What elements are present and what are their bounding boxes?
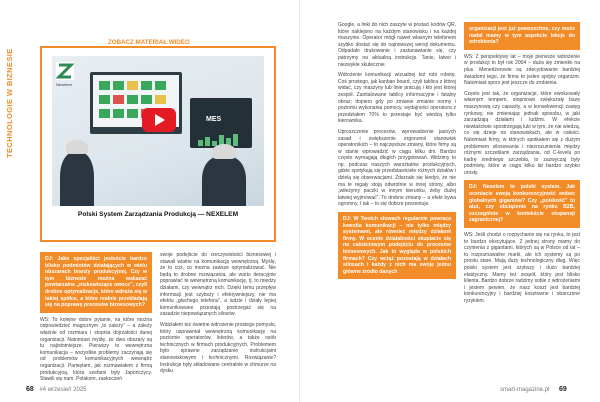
page-number: 68 — [26, 386, 34, 393]
mes-screen-graphic — [190, 98, 252, 148]
video-caption: Polski System Zarządzania Produkcją — NEXELEM — [77, 211, 239, 218]
play-button[interactable] — [142, 108, 176, 132]
section-tab — [5, 18, 17, 158]
left-column-2 — [160, 252, 276, 379]
answer-paragraph-5: Często jest tak, że organizacje, które ewoluowały własnym tempem, stopniowo zwiększały bazę maszynową czy capacity, a w konsekwencji zasięg rynkowy, nie zmieniając jednak sposobu, w jaki zarządzają działami i ludźmi. W efekcie niewłaściwie spostrzegają luki w tym, że nie wiedzą, co się dzieje na stanowiskach, ale w całości. Natomiast firmy, w których spotkałem się z dużym problemem silosowania i niezrozumienia między różnymi szczeblami zarządzania, od C-levelu po kadrę średniego szczebla, to zazwyczaj były podmioty, które w ciągu kilku lat bardzo szybko urosły. — [464, 90, 580, 176]
answer-paragraph-6: WS: Jeśli chodzi o rozpychanie się na rynku, to jest to bardzo ekscytujące. Z jednej strony mamy do czynienia z gigantami, których są w Polsce od lat – to rozpoznawalne marki, ale ich systemy są po prostu stare. Mają duży technologiczny dług. Więc polski system jest szybszy i dużo bardziej elastyczny. Mamy też zespół, który jest blisko klienta. Bardzo dobrze radzimy sobie z wdrożeniami i jestem pewien, że nasz koszt jest bardziej konkurencyjny i bardziej kosztowne i obarczone ryzykiem. — [464, 232, 580, 304]
section-label: TECHNOLOGIE W BIZNESIE — [5, 48, 14, 158]
question-box-1: DJ: Jako specjaliści jesteście bardzo blisko podmiotów działających w wielu obszarach branży produkcyjnej. Czy w tym biznesie można wskazać powtarzalne „niskowiszące owoce”, czyli drobne optymalizacje, które wdraża się w takiej spółce, a które realnie przekładają się na poprawę procesów biznesowych? — [40, 252, 152, 313]
right-column-1 — [338, 22, 456, 283]
answer-paragraph-3: Widziałem też świetne wdrożenie prostego pomysłu, który usprawniał wewnętrzną komunikację na poziomie operatorów, liderów, a także osób technicznych w firmach produkcyjnych. Problemem było sprawne zarządzanie instrukcjami stanowiskowymi i technicznymi. Rozwiązanie? Instrukcje były składowane centralnie w chmurze na dysku — [160, 321, 276, 375]
body-paragraph-3: Uproszczenie procesów, wprowadzenie jasnych zasad i zwiększenie ergonomii stanowisk operatorskich – to najczęstsze zmiany, które firmy są w stanie wprowadzić w ciągu kilku dni. Bardzo często wymagają długich przygotowań. Widzimy to np. podczas naszych warsztatów produkcyjnych, gdzie spotykają się przedstawiciele różnych działów i dzielą się obserwacjami. Zdarzało się kiedyś, że nie ma te regały stoją odwrotnie w innej strony, albo „wiłeżymy paczki w innym kierunku, żeby dużej łatwiej wyjmować”. To drobne zmiany – a efekt bywa ogromny. I tak – to się dobrze prezentuje. — [338, 128, 456, 208]
nexelem-logo-icon — [56, 62, 82, 88]
left-column-1 — [40, 252, 152, 387]
mes-text: MES — [206, 116, 222, 123]
right-footer — [500, 386, 567, 393]
site-label[interactable]: smart-magazine.pl — [500, 387, 550, 393]
video-label: ZOBACZ MATERIAŁ WIDEO — [104, 39, 194, 46]
left-footer — [26, 386, 87, 393]
worker-figure-1 — [60, 152, 94, 206]
answer-paragraph-4: WS: Z perspektywy lat – moje pierwsze wdrożenie w produkcji to był rok 2004 – duża się zmieniło na plus. Menedżerowie są zdecydowanie bardziej świadomi tego, że firma to jeden spójny organizm. Natomiast sporo jest jeszcze do zrobienia. — [464, 53, 580, 87]
question-box-3: organizacji jest już powszechne, czy może nadal mamy w tym aspekcie lekcje do odrobienia? — [464, 22, 580, 50]
answer-paragraph-1: WS: To kolejne dobre pytanie, na które można odpowiedzieć magicznym „to zależy” – a zależy właśnie od rozmiaru i stopnia dojrzałości danej organizacji. Natomiast myślę, że dwa obszary są tu najistotniejsze. Pierwszy to wewnętrzna komunikacja – wszystkie problemy zaczynają się od problemów komunikacyjnych wewnątrz organizacji. Pamiętam, jak rozmawiałem z firmą produkcyjną, która szefami były Japończycy. Stawili się nam. Polakom, zaskoczeń — [40, 316, 152, 383]
right-column-2 — [464, 22, 580, 309]
page-number: 69 — [559, 386, 567, 393]
screen-bars-icon — [198, 128, 244, 140]
video-thumbnail[interactable] — [52, 56, 264, 206]
body-paragraph-1: Google, a linki do nich zaszyte w postaci kodów QR, które naklejono na każdym stanowisku i na każdej maszynie. Operator mógł nawet własnym telefonem szybko dostać się do najnowszej wersji dokumentu. Odpadało drukowanie i zastanawianie się, czy patrzymy na aktualną instrukcję. Tanio, łatwo i niezwykle skutecznie. — [338, 22, 456, 68]
worker-figure-2 — [202, 156, 246, 206]
logo-text: Nexelem — [56, 82, 72, 87]
question-box-2: DJ: W Twoich słowach regularnie powraca kwestia komunikacji – nie tylko między systemami, ale również między działami firmy. W ocenie działalności skupiacie się na całościowym podejściu do procesów biznesowych. Jak to wygląda w polskich firmach? Czy wciąż pozostają w działach silosach i każdy z nich ma swoje jedno główne źródło danych — [338, 212, 456, 279]
body-paragraph-2: Wdrożenie komunikacji wizualnej też robi robotę. Coś prostego, jak kanban board, czyli tablica z której widać, czy maszyny lub linie pracują i kto jest której zespół. Zaintalowane tablicy informacyjne i fatalny obraz; dopiero gdy po zmianie zmianie normy i poziomu wykonania pomocy, wydajności operatora z przedziałem 70% to przestaje być wiedzą tylko kierownika. — [338, 72, 456, 125]
right-page — [300, 0, 600, 402]
issue-label: #4 wrzesień 2025 — [39, 387, 87, 393]
helmet-icon — [66, 140, 88, 154]
answer-paragraph-2: swoje podejście do rzeczywistości biznesowej i stawali wiatrie na komunikację wewnętrzną. Myślę, że to coś, co można zawsze optymalizować. Nie będą to drobne rozwiązania, ale warto iteracyjnie poprawiać te wewnętrzną komunikację, tj. to między działami, czy wewnątrz nich. Dzięki temu przepływ informacji jest szybszy i efektywniejszy, nie ma efektu „głuchego telefonu”, a ludzie i działy lepiej komunikowane przestają postrzegać się na zasadzie niepowiązanych silosów. — [160, 252, 276, 318]
helmet-icon — [212, 144, 236, 159]
question-box-4: DJ: Nexelem to polski system. Jak oceniacie swoją konkurencyjność wobec globalnych gigantów? Czy „polskość” to atut, czy obciążenie na rynku B2B, szczególnie w kontekście ekspansji zagranicznej? — [464, 180, 580, 228]
